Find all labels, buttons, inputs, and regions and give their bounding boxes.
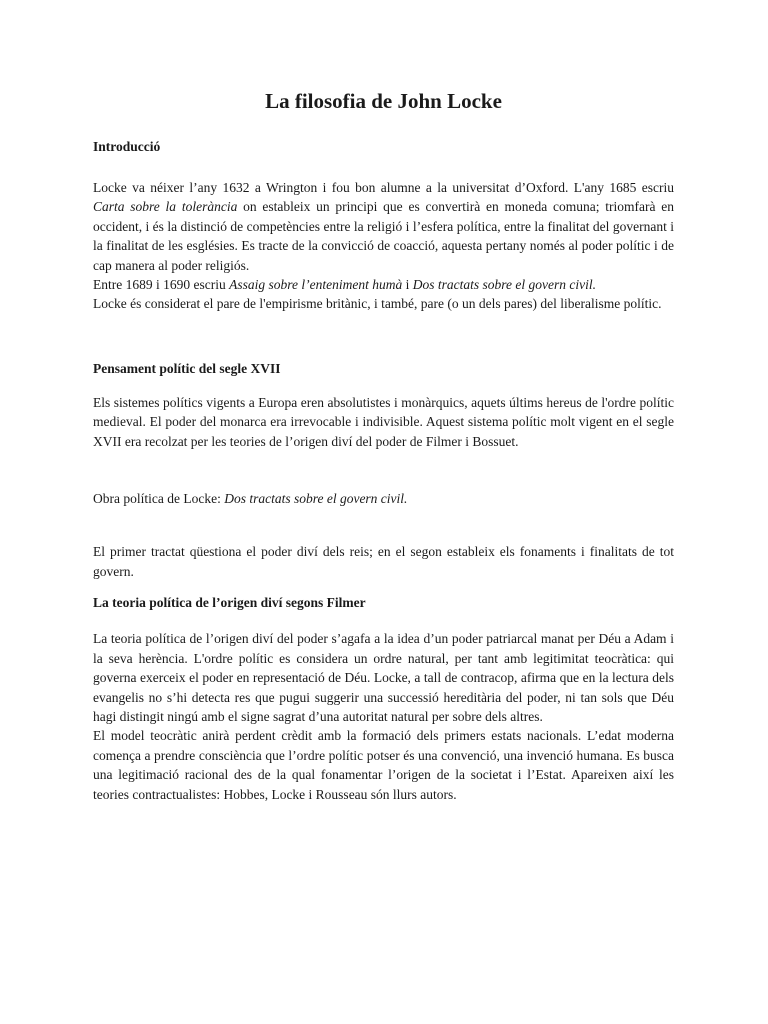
- tractat-paragraph: El primer tractat qüestiona el poder diví dels reis; en el segon estableix els fonaments i finalitats de tot govern.: [93, 544, 674, 579]
- intro-p1-text-2: on estableix un principi que es convertirà en moneda comuna; triomfarà en occident, i és la distinció de competències entre la religió i l’esfera política, entre la finalitat del governant i la finalitat de les esglésies. Es tracte de la convicció de coacció, aquesta pertany només al poder polític i de cap manera al poder religiós.: [93, 199, 674, 273]
- intro-p2-italic-title-1: Assaig sobre l’enteniment humà: [229, 277, 403, 293]
- filmer-paragraph-1: La teoria política de l’origen diví del poder s’agafa a la idea d’un poder patriarcal manat per Déu a Adam i la seva herència. L'ordre polític es considera un ordre natural, per tant amb legitimitat teocràtica: qui governa exerceix el poder en representació de Déu. Locke, a tall de contracop, afirma que en la lectura dels evangelis no s’hi detecta res que pugui suggerir una successió hereditària del poder, ni tan sols que Déu hagi distingit ningú amb el signe sagrat d’una autoritat natural per sobre dels altres.: [93, 631, 674, 724]
- heading-teoria-filmer: La teoria política de l’origen diví segons Filmer: [93, 595, 366, 611]
- obra-text: Obra política de Locke:: [93, 491, 225, 507]
- document-title: La filosofia de John Locke: [265, 89, 502, 113]
- filmer-paragraph-2: El model teocràtic anirà perdent crèdit amb la formació dels primers estats nacionals. L’edat moderna comença a prendre consciència que l’ordre polític potser és una convenció, una invenció humana. Es busca una legitimació racional des de la qual fonamentar l’origen de la societat i l’Estat. Apareixen així les teories contractualistes: Hobbes, Locke i Rousseau són llurs autors.: [93, 728, 674, 802]
- heading-pensament-politic: Pensament polític del segle XVII: [93, 360, 281, 376]
- intro-paragraph-1: [93, 178, 674, 275]
- obra-politica-line: [93, 489, 674, 508]
- obra-italic-title: Dos tractats sobre el govern civil.: [224, 491, 408, 507]
- intro-p2-text-1: Entre 1689 i 1690 escriu: [93, 277, 230, 293]
- intro-p2-text-2: i: [402, 277, 413, 293]
- intro-p1-italic-title: Carta sobre la tolerància: [93, 199, 238, 215]
- intro-p1-text-1: Locke va néixer l’any 1632 a Wrington i fou bon alumne a la universitat d’Oxford. L'any 1685 escriu: [93, 180, 674, 195]
- heading-introduccio: Introducció: [93, 139, 161, 154]
- intro-paragraph-2: [93, 275, 674, 294]
- intro-p2-italic-title-2: Dos tractats sobre el govern civil.: [412, 277, 596, 293]
- pensament-paragraph: Els sistemes polítics vigents a Europa eren absolutistes i monàrquics, aquets últims hereus de l'ordre polític medieval. El poder del monarca era irrevocable i indivisible. Aquest sistema polític molt vigent en el segle XVII era recolzat per les teories de l’origen diví del poder de Filmer i Bossuet.: [93, 394, 674, 449]
- intro-paragraph-3: Locke és considerat el pare de l'empirisme britànic, i també, pare (o un dels pares) del liberalisme polític.: [93, 296, 662, 312]
